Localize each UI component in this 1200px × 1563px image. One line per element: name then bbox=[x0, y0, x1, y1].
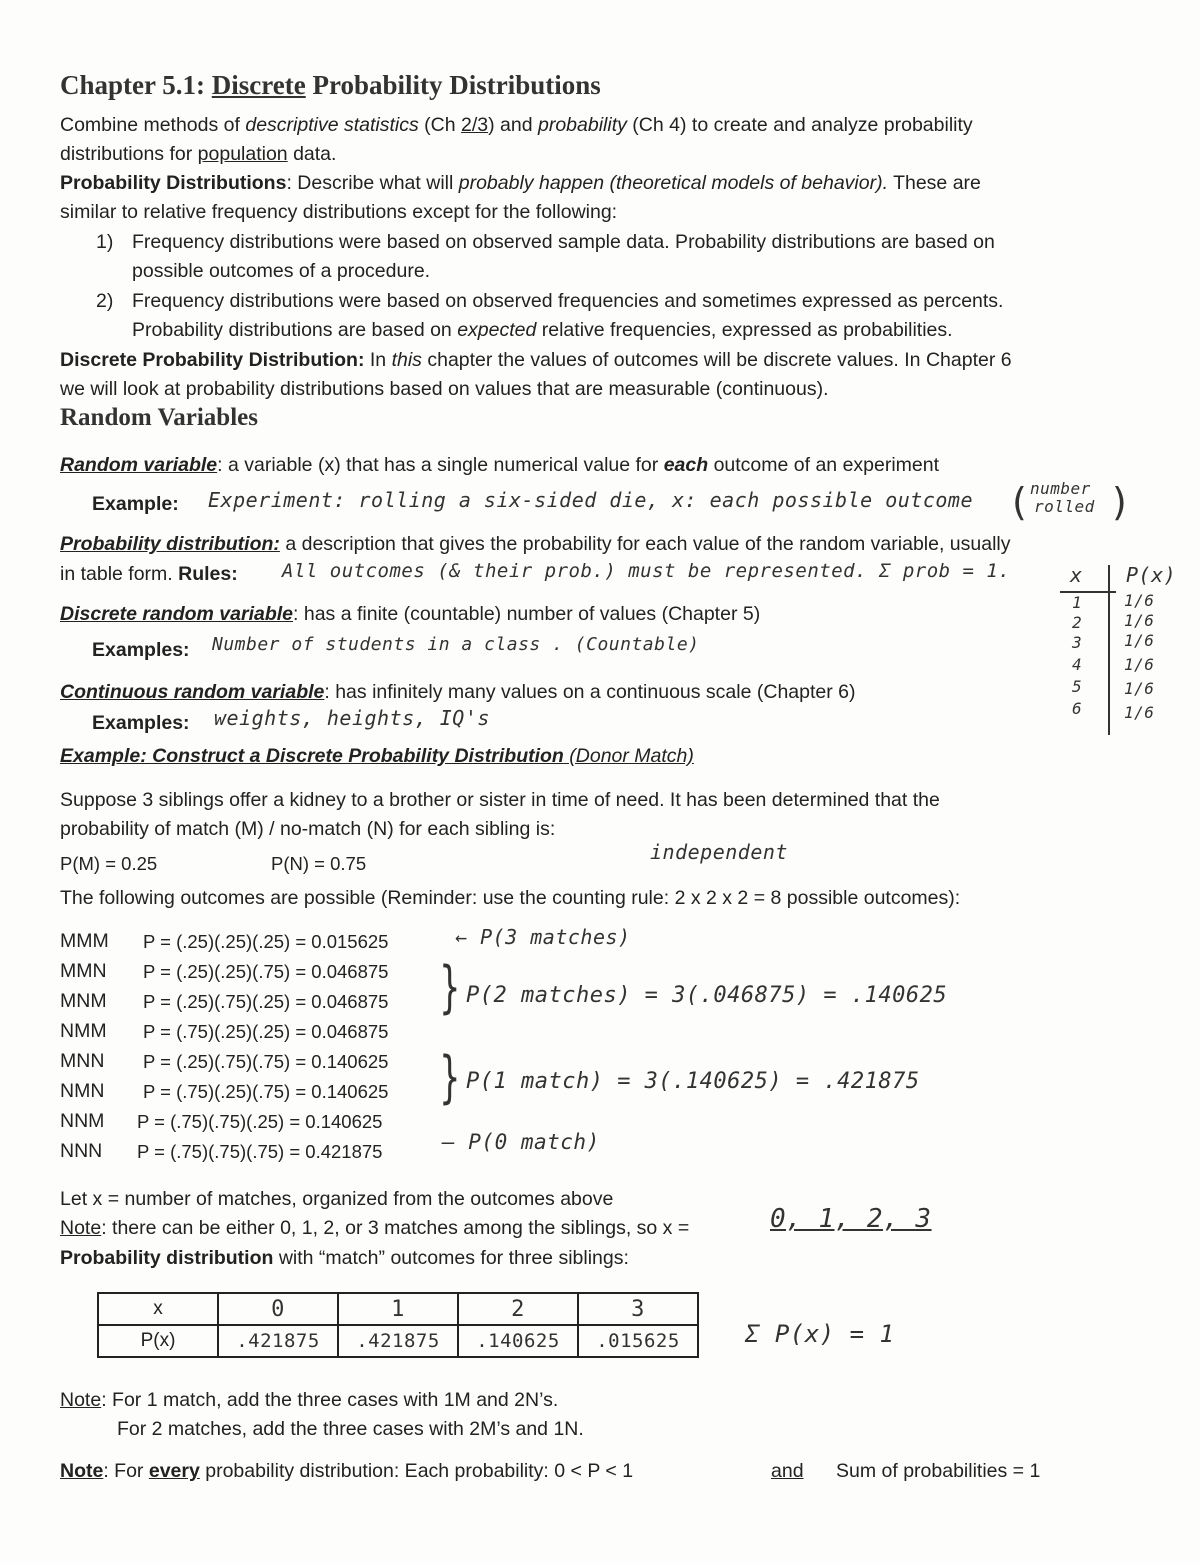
final-note-mid: probability distribution: Each probability: 0 < P < 1 bbox=[199, 1460, 634, 1482]
outcome-formula: P = (.25)(.25)(.25) = 0.015625 bbox=[143, 931, 389, 952]
die-row-p: 1/6 bbox=[1124, 611, 1155, 630]
intro-line-1 bbox=[60, 111, 973, 140]
continuous-rv-label: Continuous random variable bbox=[60, 681, 325, 703]
outcome-code: NNM bbox=[60, 1110, 105, 1132]
hand-p2: P(2 matches) = 3(.046875) = .140625 bbox=[466, 983, 948, 1008]
final-note-sum: Sum of probabilities = 1 bbox=[836, 1460, 1041, 1482]
discrete-dist-post: chapter the values of outcomes will be discrete values. In Chapter 6 bbox=[421, 349, 1012, 371]
intro-line-2 bbox=[60, 140, 336, 169]
die-table-px-label: P(x) bbox=[1126, 563, 1177, 587]
random-variable-pre: : a variable (x) that has a single numerical value for bbox=[217, 454, 664, 476]
outcome-formula: P = (.75)(.25)(.75) = 0.140625 bbox=[143, 1081, 389, 1102]
prob-dist-text1: : Describe what will bbox=[286, 172, 459, 194]
discrete-dist-line-1 bbox=[60, 346, 1012, 375]
discrete-dist-pre: In bbox=[364, 349, 392, 371]
example-heading-bold: Example: Construct a Discrete Probability Distribution bbox=[60, 745, 564, 767]
die-row-p: 1/6 bbox=[1124, 703, 1155, 722]
outcome-formula: P = (.75)(.75)(.25) = 0.140625 bbox=[137, 1111, 383, 1132]
intro-post: (Ch 4) to create and analyze probability bbox=[626, 114, 973, 136]
rv-example-hand: Experiment: rolling a six-sided die, x: each possible outcome bbox=[208, 488, 974, 512]
probability-distribution-line-2 bbox=[60, 560, 238, 589]
prob-dist-line-1 bbox=[60, 169, 981, 198]
example-heading bbox=[60, 742, 694, 771]
match-table-p-cell: .421875 bbox=[338, 1325, 458, 1357]
outcome-code: MMN bbox=[60, 960, 107, 982]
independent-hand: independent bbox=[650, 840, 788, 864]
discrete-rv-line bbox=[60, 600, 760, 629]
list-num-1: 1) bbox=[96, 231, 114, 253]
note-block-label: Note bbox=[60, 1389, 102, 1411]
final-note-and: and bbox=[771, 1460, 804, 1482]
match-table-x-label: x bbox=[98, 1293, 218, 1325]
match-table-p-cell: .421875 bbox=[218, 1325, 338, 1357]
list-2-line-2 bbox=[132, 316, 953, 345]
intro-mid1: (Ch bbox=[418, 114, 462, 136]
outcome-formula: P = (.25)(.75)(.75) = 0.140625 bbox=[143, 1051, 389, 1072]
page-title bbox=[60, 70, 601, 101]
outcomes-line: The following outcomes are possible (Reminder: use the counting rule: 2 x 2 x 2 = 8 possible outcomes): bbox=[60, 887, 961, 909]
die-row-x: 3 bbox=[1072, 633, 1083, 652]
chapter-rest: Probability Distributions bbox=[312, 70, 601, 100]
die-row-x: 5 bbox=[1072, 677, 1083, 696]
outcome-formula: P = (.25)(.25)(.75) = 0.046875 bbox=[143, 961, 389, 982]
prob-dist-text2: These are bbox=[888, 172, 981, 194]
let-x-note-line bbox=[60, 1214, 689, 1243]
match-table-p-cell: .140625 bbox=[458, 1325, 578, 1357]
outcome-code: NMM bbox=[60, 1020, 107, 1042]
rv-hand-number: number bbox=[1030, 479, 1091, 498]
random-variable-line bbox=[60, 451, 939, 480]
list-2-line-1: Frequency distributions were based on observed frequencies and sometimes expressed as percents. bbox=[132, 290, 1004, 312]
intro-pre: Combine methods of bbox=[60, 114, 246, 136]
hand-p0: – P(0 match) bbox=[442, 1130, 600, 1154]
list-2-line2-pre: Probability distributions are based on bbox=[132, 319, 458, 341]
pd-rules-label: Rules: bbox=[178, 563, 238, 585]
hand-p3: ← P(3 matches) bbox=[455, 925, 631, 949]
suppose-line-2: probability of match (M) / no-match (N) for each sibling is: bbox=[60, 818, 556, 840]
match-table-x-cell: 3 bbox=[578, 1293, 698, 1325]
die-row-p: 1/6 bbox=[1124, 591, 1155, 610]
die-table-x-label: x bbox=[1070, 563, 1083, 587]
discrete-rv-label: Discrete random variable bbox=[60, 603, 294, 625]
example-heading-rest: (Donor Match) bbox=[563, 745, 694, 767]
pn-value: P(N) = 0.75 bbox=[271, 853, 367, 874]
chapter-word: Discrete bbox=[211, 70, 306, 100]
continuous-rv-line bbox=[60, 678, 856, 707]
list-1-line-2: possible outcomes of a procedure. bbox=[132, 260, 431, 282]
let-x-line-1: Let x = number of matches, organized from the outcomes above bbox=[60, 1188, 614, 1210]
note-block-line-1 bbox=[60, 1386, 558, 1415]
final-note-every: every bbox=[148, 1460, 200, 1482]
continuous-rv-example-hand: weights, heights, IQ's bbox=[214, 706, 490, 730]
die-table-header-rule bbox=[1060, 591, 1116, 593]
let-x-note-label: Note bbox=[60, 1217, 102, 1239]
list-1-line-1: Frequency distributions were based on observed sample data. Probability distributions are based on bbox=[132, 231, 995, 253]
let-x-pd-rest: with “match” outcomes for three siblings: bbox=[273, 1247, 629, 1269]
rv-paren-close: ) bbox=[1112, 480, 1127, 524]
outcome-code: MNN bbox=[60, 1050, 105, 1072]
pm-value: P(M) = 0.25 bbox=[60, 853, 158, 874]
sum-px-hand: Σ P(x) = 1 bbox=[745, 1320, 895, 1348]
discrete-dist-label: Discrete Probability Distribution: bbox=[60, 349, 365, 371]
outcome-code: MMM bbox=[60, 930, 109, 952]
final-note-label: Note bbox=[60, 1460, 104, 1482]
final-note bbox=[60, 1457, 633, 1486]
brace-one-match: } bbox=[439, 1045, 461, 1110]
pd-line2: in table form. bbox=[60, 563, 173, 585]
discrete-rv-example-label: Examples: bbox=[92, 639, 190, 661]
prob-dist-line-2: similar to relative frequency distributions except for the following: bbox=[60, 201, 618, 223]
match-table-x-cell: 1 bbox=[338, 1293, 458, 1325]
prob-dist-italic: probably happen (theoretical models of behavior). bbox=[458, 172, 889, 194]
match-table bbox=[97, 1292, 699, 1358]
section-title: Random Variables bbox=[60, 404, 258, 431]
die-row-x: 6 bbox=[1072, 699, 1083, 718]
prob-dist-label: Probability Distributions bbox=[60, 172, 287, 194]
rv-paren-open: ( bbox=[1012, 480, 1027, 524]
intro-prob: probability bbox=[538, 114, 627, 136]
let-x-hand: 0, 1, 2, 3 bbox=[770, 1204, 932, 1234]
match-table-p-cell: .015625 bbox=[578, 1325, 698, 1357]
probability-distribution-text: a description that gives the probability for each value of the random variable, usually bbox=[279, 533, 1011, 555]
intro-line2-pre: distributions for bbox=[60, 143, 198, 165]
list-2-expected: expected bbox=[457, 319, 537, 341]
die-row-p: 1/6 bbox=[1124, 679, 1155, 698]
outcome-code: NNN bbox=[60, 1140, 103, 1162]
match-table-x-cell: 2 bbox=[458, 1293, 578, 1325]
outcome-code: MNM bbox=[60, 990, 107, 1012]
list-num-2: 2) bbox=[96, 290, 114, 312]
brace-two-matches: } bbox=[439, 955, 461, 1020]
match-table-row-p bbox=[98, 1325, 698, 1357]
intro-line2-post: data. bbox=[287, 143, 337, 165]
probability-distribution-label: Probability distribution: bbox=[60, 533, 280, 555]
intro-desc: descriptive statistics bbox=[245, 114, 419, 136]
note-block-line1-rest: : For 1 match, add the three cases with 1M and 2N’s. bbox=[101, 1389, 559, 1411]
discrete-dist-line-2: we will look at probability distributions based on values that are measurable (continuous). bbox=[60, 378, 829, 400]
let-x-pd-bold: Probability distribution bbox=[60, 1247, 274, 1269]
note-block-line-2: For 2 matches, add the three cases with 2M’s and 1N. bbox=[117, 1418, 584, 1440]
die-row-p: 1/6 bbox=[1124, 655, 1155, 674]
match-table-x-cell: 0 bbox=[218, 1293, 338, 1325]
discrete-dist-this: this bbox=[391, 349, 422, 371]
die-row-x: 4 bbox=[1072, 655, 1083, 674]
rv-example-label: Example: bbox=[92, 493, 179, 515]
pd-rules-hand: All outcomes (& their prob.) must be represented. Σ prob = 1. bbox=[282, 560, 1011, 582]
chapter-label: Chapter 5.1: bbox=[60, 70, 205, 100]
continuous-rv-text: : has infinitely many values on a continuous scale (Chapter 6) bbox=[324, 681, 856, 703]
random-variable-post: outcome of an experiment bbox=[708, 454, 940, 476]
die-row-x: 2 bbox=[1072, 613, 1083, 632]
probability-distribution-line bbox=[60, 530, 1011, 559]
match-table-px-label: P(x) bbox=[98, 1325, 218, 1357]
outcome-code: NMN bbox=[60, 1080, 105, 1102]
list-2-line2-post: relative frequencies, expressed as probabilities. bbox=[536, 319, 953, 341]
continuous-rv-example-label: Examples: bbox=[92, 712, 190, 734]
die-row-x: 1 bbox=[1072, 593, 1083, 612]
intro-population: population bbox=[197, 143, 288, 165]
let-x-pd-line bbox=[60, 1244, 629, 1273]
outcome-formula: P = (.25)(.75)(.25) = 0.046875 bbox=[143, 991, 389, 1012]
suppose-line-1: Suppose 3 siblings offer a kidney to a brother or sister in time of need. It has been determined that the bbox=[60, 789, 940, 811]
die-row-p: 1/6 bbox=[1124, 631, 1155, 650]
discrete-rv-example-hand: Number of students in a class . (Countable) bbox=[212, 634, 700, 655]
rv-hand-rolled: rolled bbox=[1034, 497, 1095, 516]
random-variable-each: each bbox=[663, 454, 709, 476]
match-table-row-x bbox=[98, 1293, 698, 1325]
discrete-rv-text: : has a finite (countable) number of values (Chapter 5) bbox=[293, 603, 761, 625]
intro-ch23: 2/3 bbox=[461, 114, 489, 136]
outcome-formula: P = (.75)(.25)(.25) = 0.046875 bbox=[143, 1021, 389, 1042]
intro-mid2: ) and bbox=[488, 114, 538, 136]
let-x-note-text: : there can be either 0, 1, 2, or 3 matches among the siblings, so x = bbox=[101, 1217, 690, 1239]
final-note-pre: : For bbox=[103, 1460, 149, 1482]
outcome-formula: P = (.75)(.75)(.75) = 0.421875 bbox=[137, 1141, 383, 1162]
random-variable-label: Random variable bbox=[60, 454, 218, 476]
hand-p1: P(1 match) = 3(.140625) = .421875 bbox=[466, 1069, 920, 1094]
